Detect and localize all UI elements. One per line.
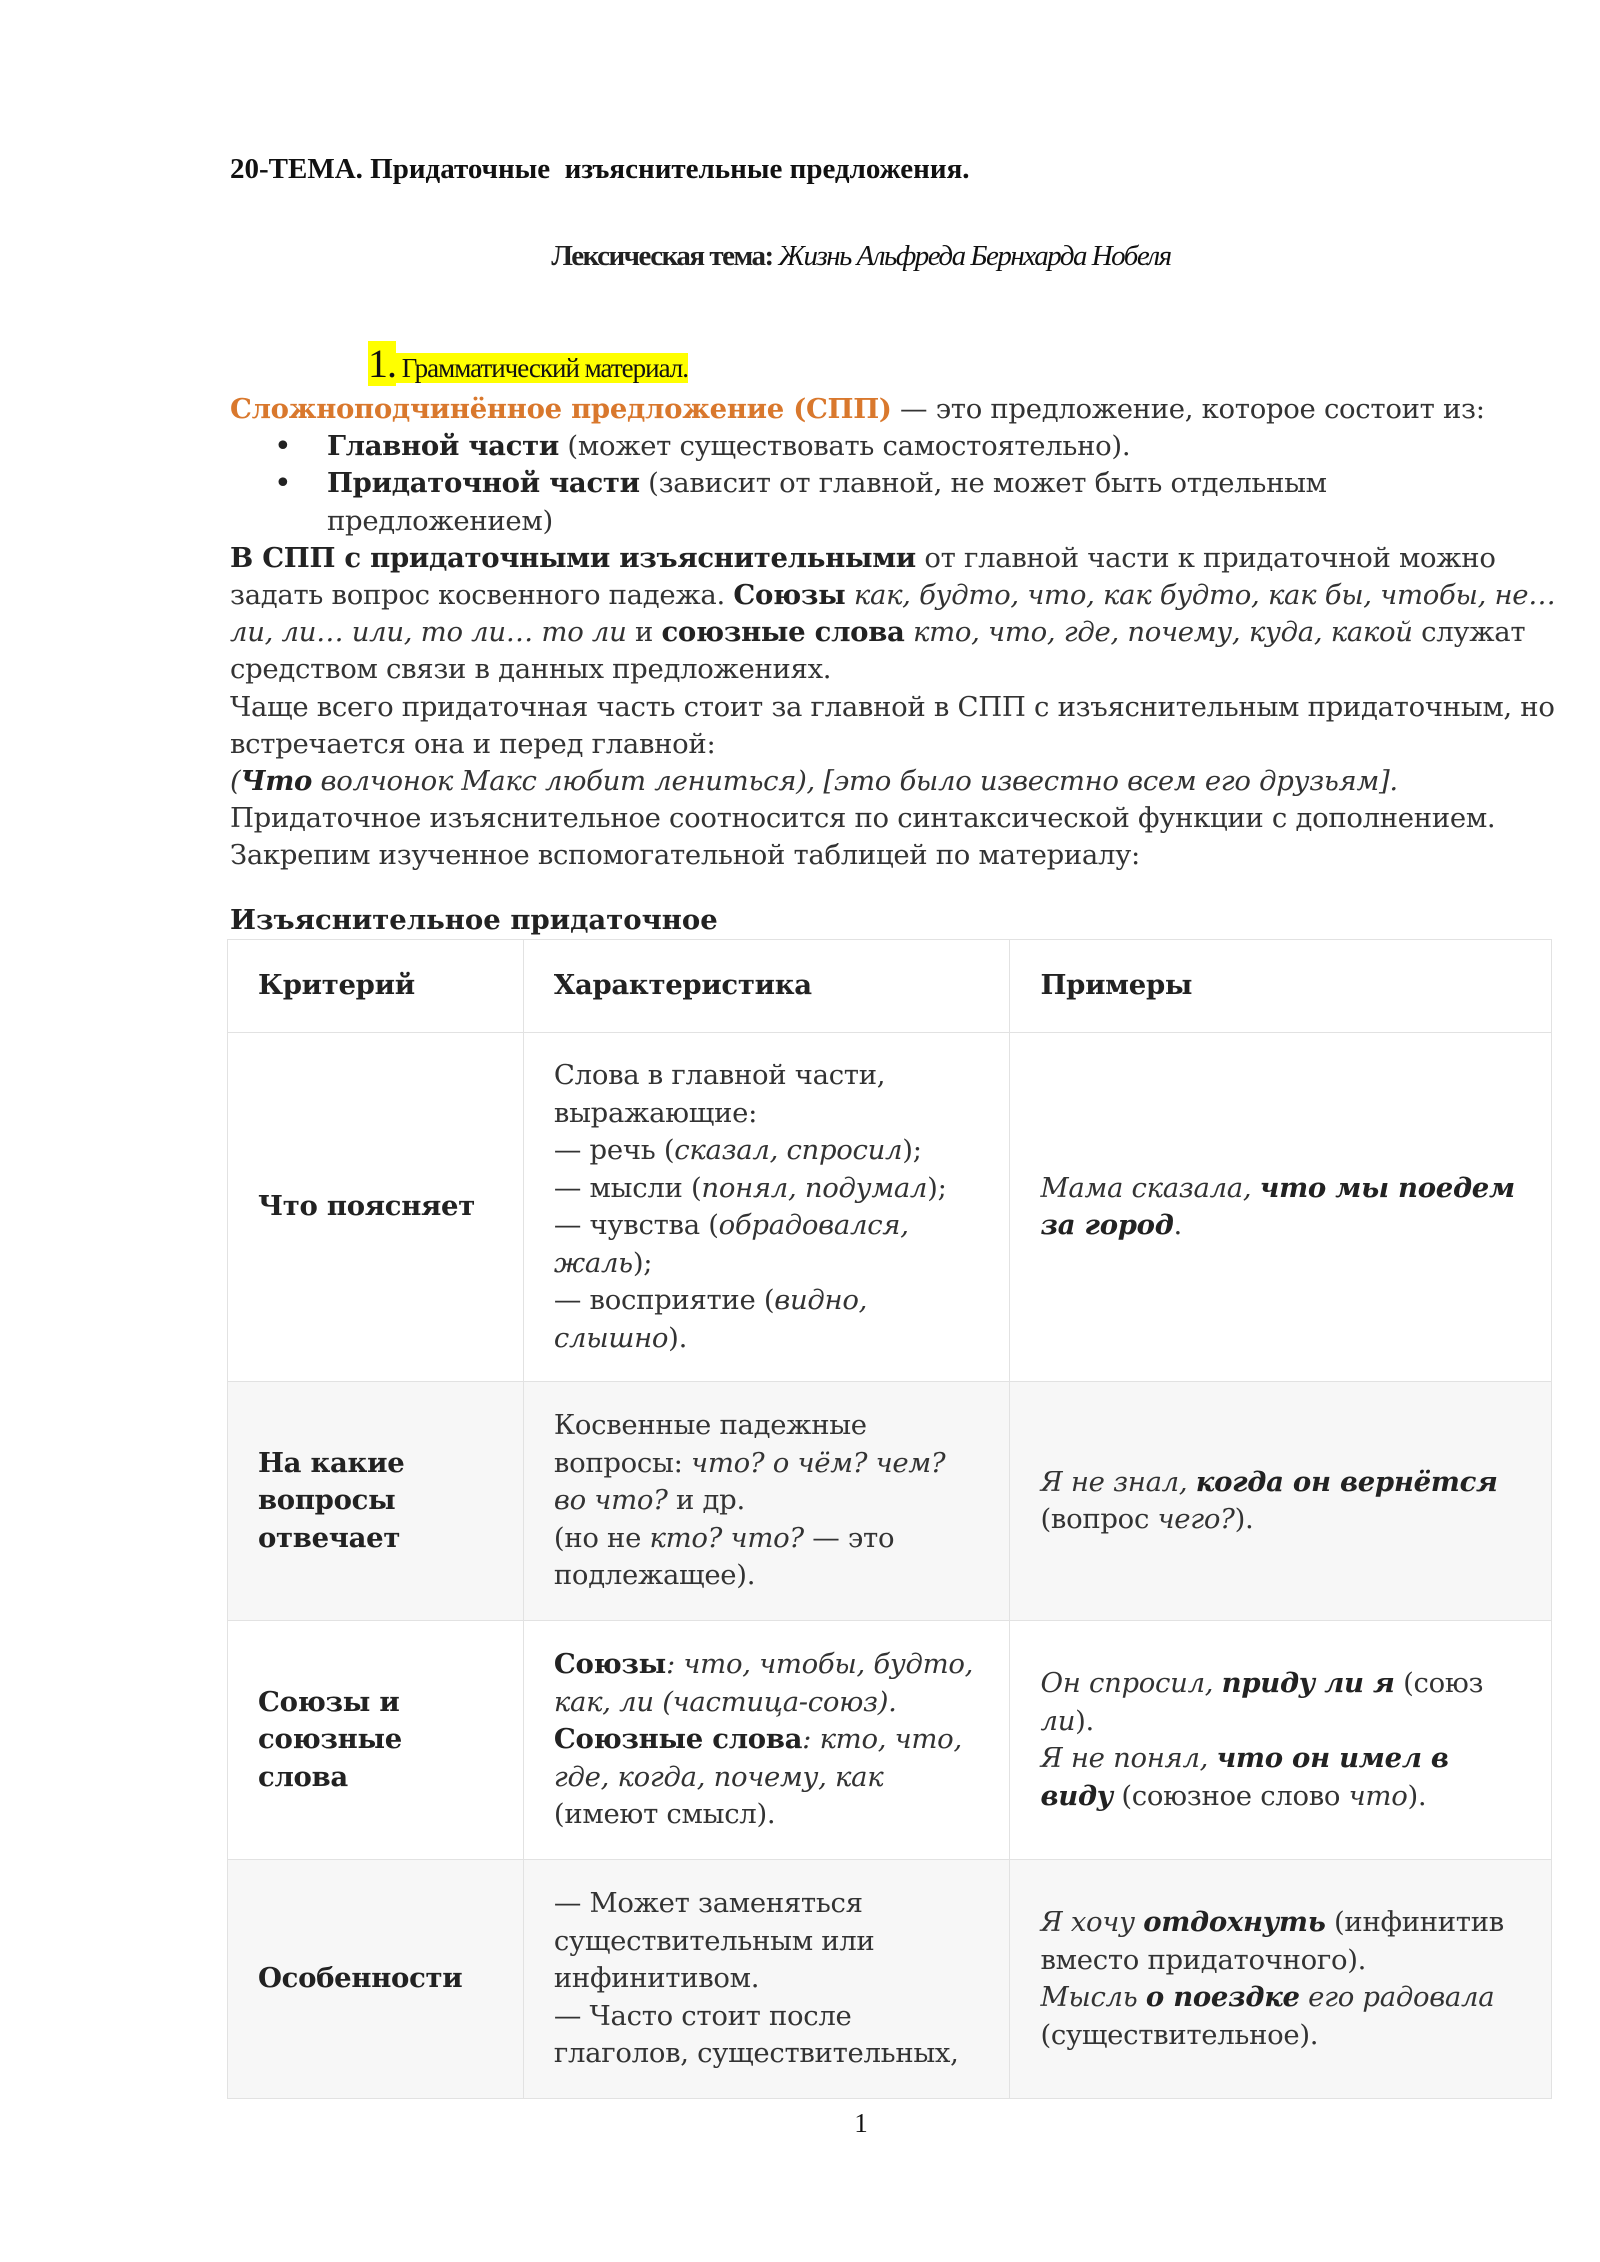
table-row (228, 1860, 1552, 2099)
cell-characteristic: Союзы: что, чтобы, будто, как, ли (частица-союз). Союзные слова: кто, что, где, когда, почему, как (имеют смысл). (523, 1621, 1010, 1860)
lexical-topic-label: Лексическая тема: (551, 240, 773, 272)
section-heading (368, 340, 688, 387)
page-number: 1 (854, 2108, 868, 2138)
page-title: 20-ТЕМА. Придаточные изъяснительные предложения. (230, 153, 970, 185)
criteria-table (227, 939, 1552, 2099)
cell-criterion: Союзы и союзные слова (228, 1621, 524, 1860)
cell-criterion: Что поясняет (228, 1033, 524, 1382)
table-row (228, 1382, 1552, 1621)
section-label: Грамматический материал. (401, 353, 689, 383)
cell-criterion: Особенности (228, 1860, 524, 2099)
cell-characteristic: Слова в главной части, выражающие: — речь (сказал, спросил); — мысли (понял, подумал); — чувства (обрадовался, жаль); — восприятие (видно, слышно). (523, 1033, 1010, 1382)
definition-term: Сложноподчинённое предложение (СПП) (230, 393, 892, 425)
cell-characteristic: Косвенные падежные вопросы: что? о чём? чем? во что? и др. (но не кто? что? — это подлежащее). (523, 1382, 1010, 1621)
paragraph-order: Чаще всего придаточная часть стоит за главной в СПП с изъяснительным придаточным, но встречается она и перед главной: (230, 690, 1555, 760)
cell-example: Я не знал, когда он вернётся (вопрос чего?). (1010, 1382, 1552, 1621)
lexical-topic-value: Жизнь Альфреда Бернхарда Нобеля (778, 240, 1171, 272)
example-sentence: (Что волчонок Макс любит лениться), [это было известно всем его друзьям]. (230, 765, 1398, 798)
lexical-topic (0, 240, 1600, 273)
paragraph-function: Придаточное изъяснительное соотносится по синтаксической функции с дополнением. (230, 802, 1496, 835)
section-number: 1. (368, 341, 396, 386)
header-characteristic: Характеристика (523, 940, 1010, 1033)
table-row (228, 1033, 1552, 1382)
header-criterion: Критерий (228, 940, 524, 1033)
header-examples: Примеры (1010, 940, 1552, 1033)
table-row (228, 1621, 1552, 1860)
table-header-row (228, 940, 1552, 1033)
paragraph-table-intro: Закрепим изученное вспомогательной таблицей по материалу: (230, 839, 1141, 872)
parts-list (230, 428, 1560, 540)
table-caption: Изъяснительное придаточное (230, 904, 718, 936)
definition: Сложноподчинённое предложение (СПП) — это предложение, которое состоит из: (230, 393, 1485, 425)
cell-criterion: На какие вопросы отвечает (228, 1382, 524, 1621)
cell-example: Я хочу отдохнуть (инфинитив вместо придаточного). Мысль о поездке его радовала (существительное). (1010, 1860, 1552, 2099)
cell-example: Мама сказала, что мы поедем за город. (1010, 1033, 1552, 1382)
cell-example: Он спросил, приду ли я (союз ли). Я не понял, что он имел в виду (союзное слово что). (1010, 1621, 1552, 1860)
cell-characteristic: — Может заменяться существительным или инфинитивом. — Часто стоит после глаголов, существительных, (523, 1860, 1010, 2099)
list-item: • Придаточной части (зависит от главной, не может быть отдельным предложением) (230, 465, 1560, 539)
list-item: • Главной части (может существовать самостоятельно). (230, 428, 1560, 465)
body-text (230, 391, 1560, 875)
paragraph-conjunctions: В СПП с придаточными изъяснительными от главной части к придаточной можно задать вопрос косвенного падежа. Союзы как, будто, что, как будто, как бы, чтобы, не… ли, ли… или, то ли… то ли и союзные слова кто, что, где, почему, куда, какой служат средством связи в данных предложениях. (230, 541, 1556, 686)
